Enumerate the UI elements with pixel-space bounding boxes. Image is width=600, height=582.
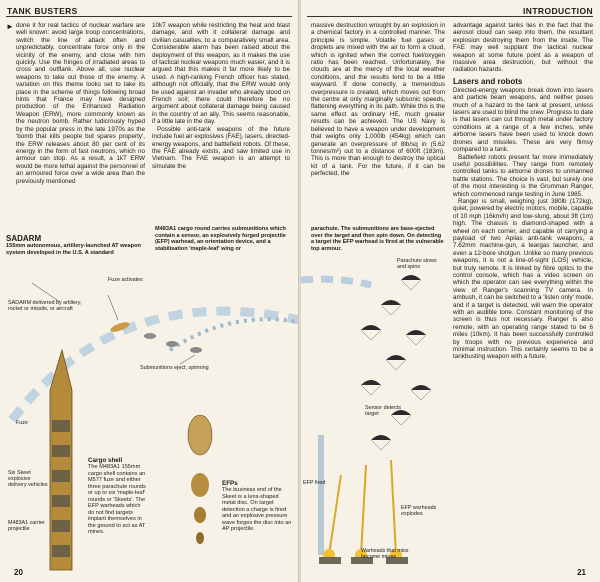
page-number: 20 — [14, 568, 23, 577]
sadarm-title: SADARM — [6, 234, 42, 243]
delivered-label: SADARM delivered by artillery, rocket or missile, or aircraft — [8, 300, 82, 312]
left-running-header: TANK BUSTERS — [7, 6, 78, 16]
paragraph: Ranger is small, weighing just 380lb (172kg), quiet, powered by electric motors, mobile, capable of 10 mph (16km/h) and low-slung, about 3ft (1m) high. The chassis is diamond-shaped with a wheel on each corner, and capable of carrying a payload of two Apilas anti-tank weapons, a 7.62mm machine-gun, a teargas launcher, and even a 12-bore shotgun. Unlike so many previous weapons, it is not a line-of-sight (LOS) vehicle, but truly remote. It is linked by fibre optics to the control console, which has a video screen on which the operator can see everything within the view of Ranger's scanning TV camera. In ambush, it can be switched to a 'listen only' mode, and if a target is detected, will warn the operator with an audible tone. Constant monitoring of the screen is thus not necessary. Ranger is also remote, with an operating range stated to be 6 miles (10km). It has been successfully controlled by troops with no previous experience and minimal instruction. This certainly seems to be a tankbusting weapon with a future. — [453, 197, 594, 361]
paragraph: massive destruction wrought by an explosion in a chemical factory in a controlled manner. The principle is simple. Volatile fuel gases or droplets are mixed with the air to form a cloud, which is ignited when the correct fuel/oxygen ratio has been reached. Unfortunately, the clouds are at the mercy of the local weather conditions, and the results tend to be a little wayward. If done correctly, a tremendous overpressure is created, which moves out from the centre at only marginally subsonic speeds, flattening everything in its path. While this is the same effect as ordinary HE, much greater results can be achieved. The US Navy is believed to have a weapon under development that weighs only 1,000lb (454kg) which can generate an overpressure of 8lb/sq in (5.62 tonnes/m²) out to a distance of 600ft (183m). This is more than enough to destroy the optical kit of a tank. For the future, if it can be perfected, the — [311, 22, 445, 178]
right-column-1 — [311, 22, 445, 178]
warheads-explode-label: EFP warheads explodes — [401, 505, 437, 517]
paragraph: Possible anti-tank weapons of the future include fuel air explosives (FAE), lasers, directed-energy weapons, and battlefield robots. Of these, the FAE already exists, and saw limited use in Vietnam. The FAE weapon is an attempt to simulate the — [152, 125, 290, 170]
carrier-label: M483A1 carrier projectile — [8, 520, 45, 532]
lasers-heading: Lasers and robots — [453, 76, 523, 86]
six-skeet-label: Six Skeet explosive delivery vehicles — [8, 470, 48, 488]
sadarm-description: 155mm autonomous, artillery-launched AT weapon system developed in the U.S. A standard — [6, 243, 141, 256]
parachute-label: Parachute slows and spins — [397, 258, 437, 270]
efp-text: The business end of the Skeet is a lens-shaped metal disc. On target detection a charge is fired and an explosive pressure wave forges the disc into an AP projectile. — [222, 487, 292, 533]
warheads-miss-label: Warheads that miss become mines — [361, 548, 409, 560]
paragraph: advantage against tanks lies in the fact that the aerosol cloud can seep into them, the resultant explosion destroying them from the inside. The FAE may well supplant the tactical nuclear weapon at some future point as a weapon of massive area destruction, but without the radiation hazards. — [453, 22, 593, 74]
left-column-1 — [16, 22, 145, 185]
efp-caption — [222, 480, 292, 533]
sensor-label: Sensor detects target — [365, 405, 401, 417]
page-number: 21 — [577, 568, 586, 577]
fuze-label: Fuze — [16, 420, 28, 426]
paragraph: 10kT weapon while restricting the heat and blast damage, and with it collateral damage and civilian casualties, to a comparatively small area. Considerable alarm has been raised about the deployment of this weapon, as it makes the use of tactical nuclear weapons much easier, and it is argued that this makes it far more likely to be used. A high-ranking French officer has stated, although not officially, that the ERW would only be used against an invader who already stood on French soil; there could therefore be no argument about collateral damage being caused in the country of an ally. This seems reasonable, if a little late in the day. — [152, 22, 290, 126]
cargo-shell-title: Cargo shell — [88, 457, 123, 464]
shell-in-flight-icon — [109, 320, 202, 353]
right-page — [301, 0, 600, 582]
efp-fired-label: EFP fired — [303, 480, 326, 486]
efp-disc-icon — [188, 415, 212, 544]
header-rule — [307, 16, 593, 17]
shell-cutaway — [50, 350, 72, 570]
left-column-2 — [152, 22, 290, 170]
paragraph: Directed-energy weapons break down into lasers and particle beam weapons, and neither poses much of a hazard to the tank at present, unless lasers are used to blind the crew. Progress to date is that lasers can cut through metal under factory conditions at a range of a few inches, while airborne lasers have been used to knock down drones and missiles. These are very flimsy compared to a tank. — [453, 86, 594, 154]
parachute-caption: parachute. The submunitions are base-ejected over the target and then spin down. On detecting a target the EFP warhead is fired at the vulnerable top armour. — [311, 226, 444, 252]
arrow-bullet-icon: ► — [6, 22, 14, 31]
m483-caption: M483A1 cargo round carries submunitions which contain a sensor, an explosively forged projectile (EFP) warhead, an orientation device, and a stabilisation 'maple-leaf' wing or — [155, 226, 286, 252]
paragraph: Battlefield robots present far more immediately useful possibilities. They range from remotely controlled tanks to airborne drones to unmanned battle stations. The choice is vast, but surely one of the most interesting is the Grumman Ranger, which commenced range testing in June 1985. — [453, 153, 593, 198]
right-column-2 — [453, 22, 593, 361]
cargo-shell-caption — [88, 457, 146, 536]
paragraph: done it for real tactics of nuclear warfare are well known: avoid large troop concentrations, switch the line of attack often and unpredictably, concentrate force only in the vicinity of the enemy, and close with him quickly. Use the fringes of irradiated areas to cross and outflank. Above all, use nuclear weapons to take out those of the enemy. A variation on this theme looks set to take its place in the scheme of things following broad hints that France may have designed production of the Enhanced Radiation Weapon (ERW), more commonly known as the neutron bomb. Rather ludicrously hyped by the popular press in the late 1970s as the 'bomb that kills people but spares property', the ERW releases about 80 per cent of its energy in the form of fast neutrons, which no armour can stop. As a result, a 1kT ERW would be more lethal against the personnel of an armoured force over a wide area than the previously mentioned — [16, 22, 145, 185]
efp-title: EFPs — [222, 480, 238, 487]
header-rule — [6, 16, 292, 17]
fuze-activates-label: Fuze activates — [108, 277, 143, 283]
right-running-header: INTRODUCTION — [523, 6, 593, 16]
left-page — [0, 0, 299, 582]
cargo-shell-text: The M483A1 155mm cargo shell contains an M577 fuze and either three parachute rounds or up to six 'maple-leaf' rounds or 'Skeets'. The EFP warheads which do not find targets implant themselves in the ground to act as AT mines. — [88, 464, 146, 536]
submunitions-label: Submunitions eject, spinning — [140, 365, 209, 371]
